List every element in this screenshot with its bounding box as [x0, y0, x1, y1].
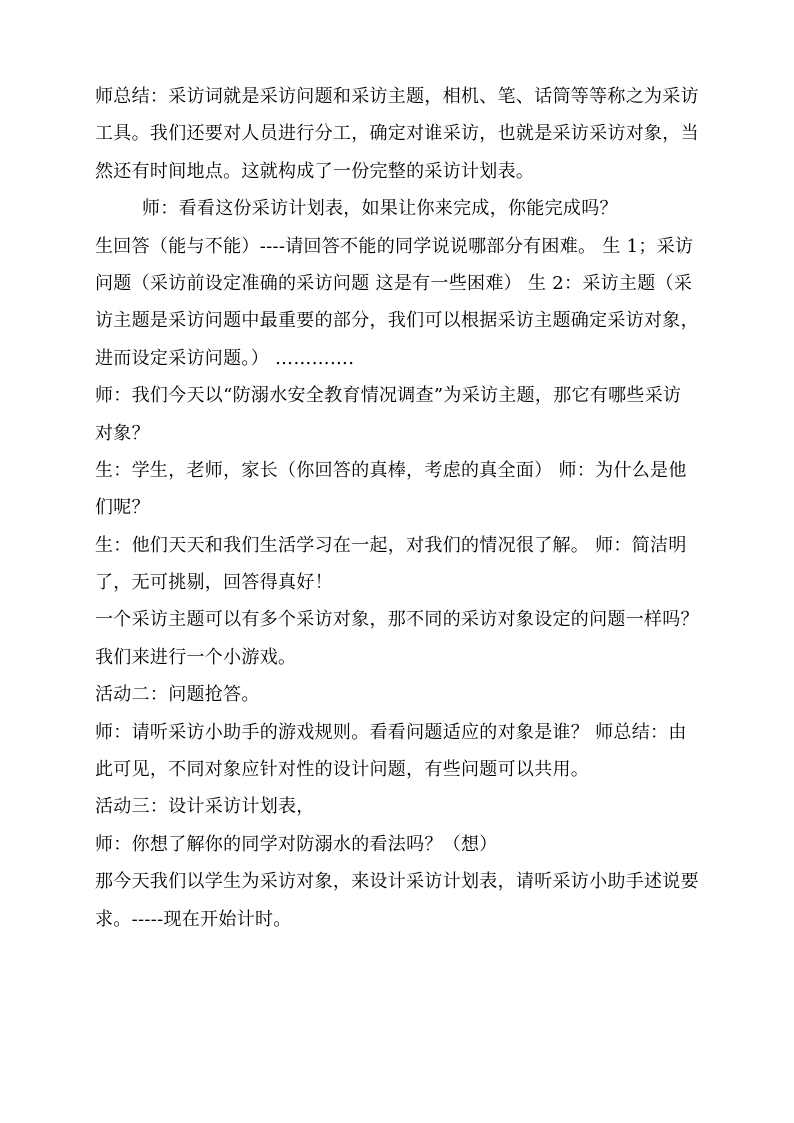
text-line: 求。-----现在开始计时。	[95, 908, 292, 930]
text-line: 工具。我们还要对人员进行分工，确定对谁采访，也就是采访采访对象，当	[95, 123, 699, 145]
text-line: 活动二：问题抢答。	[95, 684, 260, 706]
text-line: 访主题是采访问题中最重要的部分，我们可以根据采访主题确定采访对象，	[95, 310, 699, 332]
text-line: 了，无可挑剔，回答得真好！	[95, 572, 333, 594]
text-line: 师总结：采访词就是采访问题和采访主题，相机、笔、话筒等等称之为采访	[95, 86, 699, 107]
document-page	[95, 78, 720, 938]
text-line: 一个采访主题可以有多个采访对象，那不同的采访对象设定的问题一样吗？	[95, 609, 699, 631]
text-line: 此可见，不同对象应针对性的设计问题，有些问题可以共用。	[95, 759, 590, 781]
text-line: 我们来进行一个小游戏。	[95, 646, 297, 668]
text-line: 生：他们天天和我们生活学习在一起，对我们的情况很了解。 师：简洁明	[95, 534, 687, 556]
text-line: 师：我们今天以“防溺水安全教育情况调查”为采访主题，那它有哪些采访	[95, 385, 682, 407]
text-line: 进而设定采访问题。） ………….	[95, 347, 355, 369]
text-line: 对象？	[95, 422, 150, 444]
text-line: 活动三：设计采访计划表，	[95, 796, 315, 818]
text-line: 生回答（能与不能）----请回答不能的同学说说哪部分有困难。 生 1；采访	[95, 235, 694, 257]
text-line: 然还有时间地点。这就构成了一份完整的采访计划表。	[95, 160, 535, 182]
text-line: 问题（采访前设定准确的采访问题 这是有一些困难） 生 2：采访主题（采	[95, 272, 693, 294]
text-line: 师：请听采访小助手的游戏规则。看看问题适应的对象是谁？ 师总结：由	[95, 721, 687, 743]
text-line: 们呢？	[95, 497, 150, 519]
text-line: 师：你想了解你的同学对防溺水的看法吗？（想）	[95, 833, 498, 855]
text-line: 师：看看这份采访计划表，如果让你来完成，你能完成吗？	[142, 198, 618, 220]
text-line: 那今天我们以学生为采访对象，来设计采访计划表，请听采访小助手述说要	[95, 871, 699, 893]
text-line: 生：学生，老师，家长（你回答的真棒，考虑的真全面） 师：为什么是他	[95, 459, 687, 481]
